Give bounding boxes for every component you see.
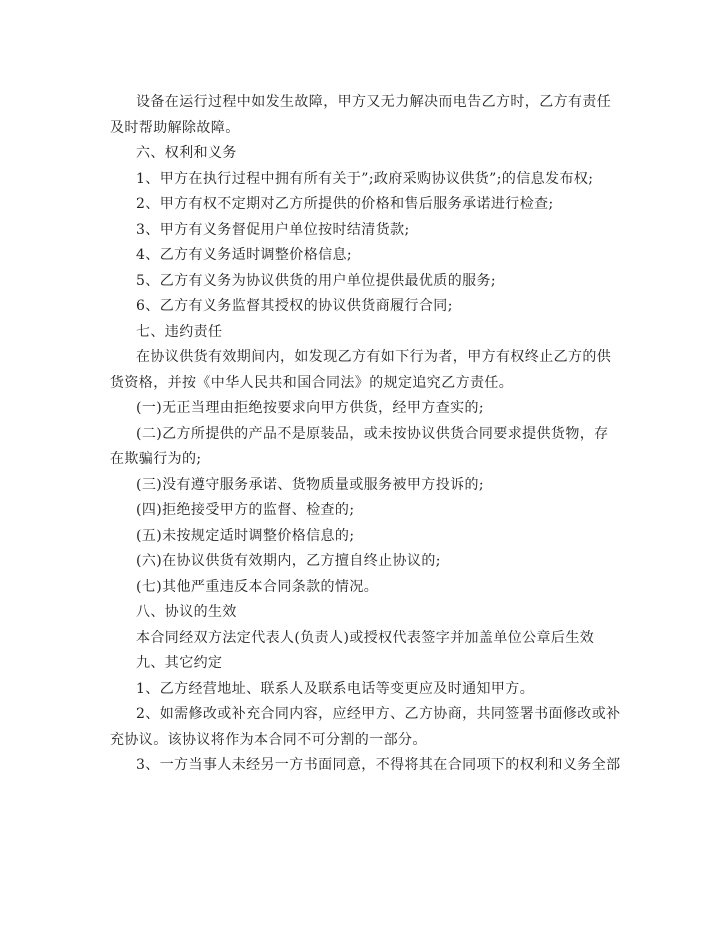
paragraph-line: 4、乙方有义务适时调整价格信息;: [136, 247, 353, 263]
paragraph-line: (五)未按规定适时调整价格信息的;: [136, 527, 355, 544]
paragraph-line: (七)其他严重违反本合同条款的情况。: [136, 578, 379, 595]
paragraph-line: 及时帮助解除故障。: [110, 119, 240, 136]
paragraph-line: 2、如需修改或补充合同内容，应经甲方、乙方协商，共同签署书面修改或补: [136, 706, 621, 722]
section-heading: 八、协议的生效: [136, 604, 237, 620]
paragraph-line: 设备在运行过程中如发生故障，甲方又无力解决而电告乙方时，乙方有责任: [136, 94, 612, 110]
paragraph-line: 在协议供货有效期间内，如发现乙方有如下行为者，甲方有权终止乙方的供: [136, 349, 612, 365]
paragraph-line: 2、甲方有权不定期对乙方所提供的价格和售后服务承诺进行检查;: [136, 196, 554, 212]
paragraph-line: (六)在协议供货有效期内，乙方擅自终止协议的;: [136, 553, 441, 569]
paragraph-line: 充协议。该协议将作为本合同不可分割的一部分。: [110, 731, 427, 748]
paragraph-line: 3、一方当事人未经另一方书面同意，不得将其在合同项下的权利和义务全部: [136, 757, 621, 773]
section-heading: 六、权利和义务: [136, 145, 237, 161]
paragraph-line: 3、甲方有义务督促用户单位按时结清货款;: [136, 221, 410, 238]
paragraph-line: 货资格，并按《中华人民共和国合同法》的规定追究乙方责任。: [110, 374, 514, 391]
paragraph-line: 5、乙方有义务为协议供货的用户单位提供最优质的服务;: [136, 272, 497, 289]
paragraph-line: 1、乙方经营地址、联系人及联系电话等变更应及时通知甲方。: [136, 680, 535, 697]
section-heading: 七、违约责任: [136, 323, 223, 340]
paragraph-line: (二)乙方所提供的产品不是原装品，或未按协议供货合同要求提供货物，存: [136, 425, 609, 442]
paragraph-line: (四)拒绝接受甲方的监督、检查的;: [136, 502, 355, 518]
paragraph-line: 本合同经双方法定代表人(负责人)或授权代表签字并加盖单位公章后生效: [136, 629, 595, 646]
paragraph-line: (三)没有遵守服务承诺、货物质量或服务被甲方投诉的;: [136, 476, 485, 493]
section-heading: 九、其它约定: [136, 655, 223, 671]
document-body: [110, 90, 621, 779]
paragraph-line: 1、甲方在执行过程中拥有所有关于”;政府采购协议供货”;的信息发布权;: [136, 170, 594, 187]
paragraph-line: 6、乙方有义务监督其授权的协议供货商履行合同;: [136, 298, 453, 314]
paragraph-line: 在欺骗行为的;: [110, 451, 202, 467]
paragraph-line: (一)无正当理由拒绝按要求向甲方供货，经甲方查实的;: [136, 400, 485, 416]
